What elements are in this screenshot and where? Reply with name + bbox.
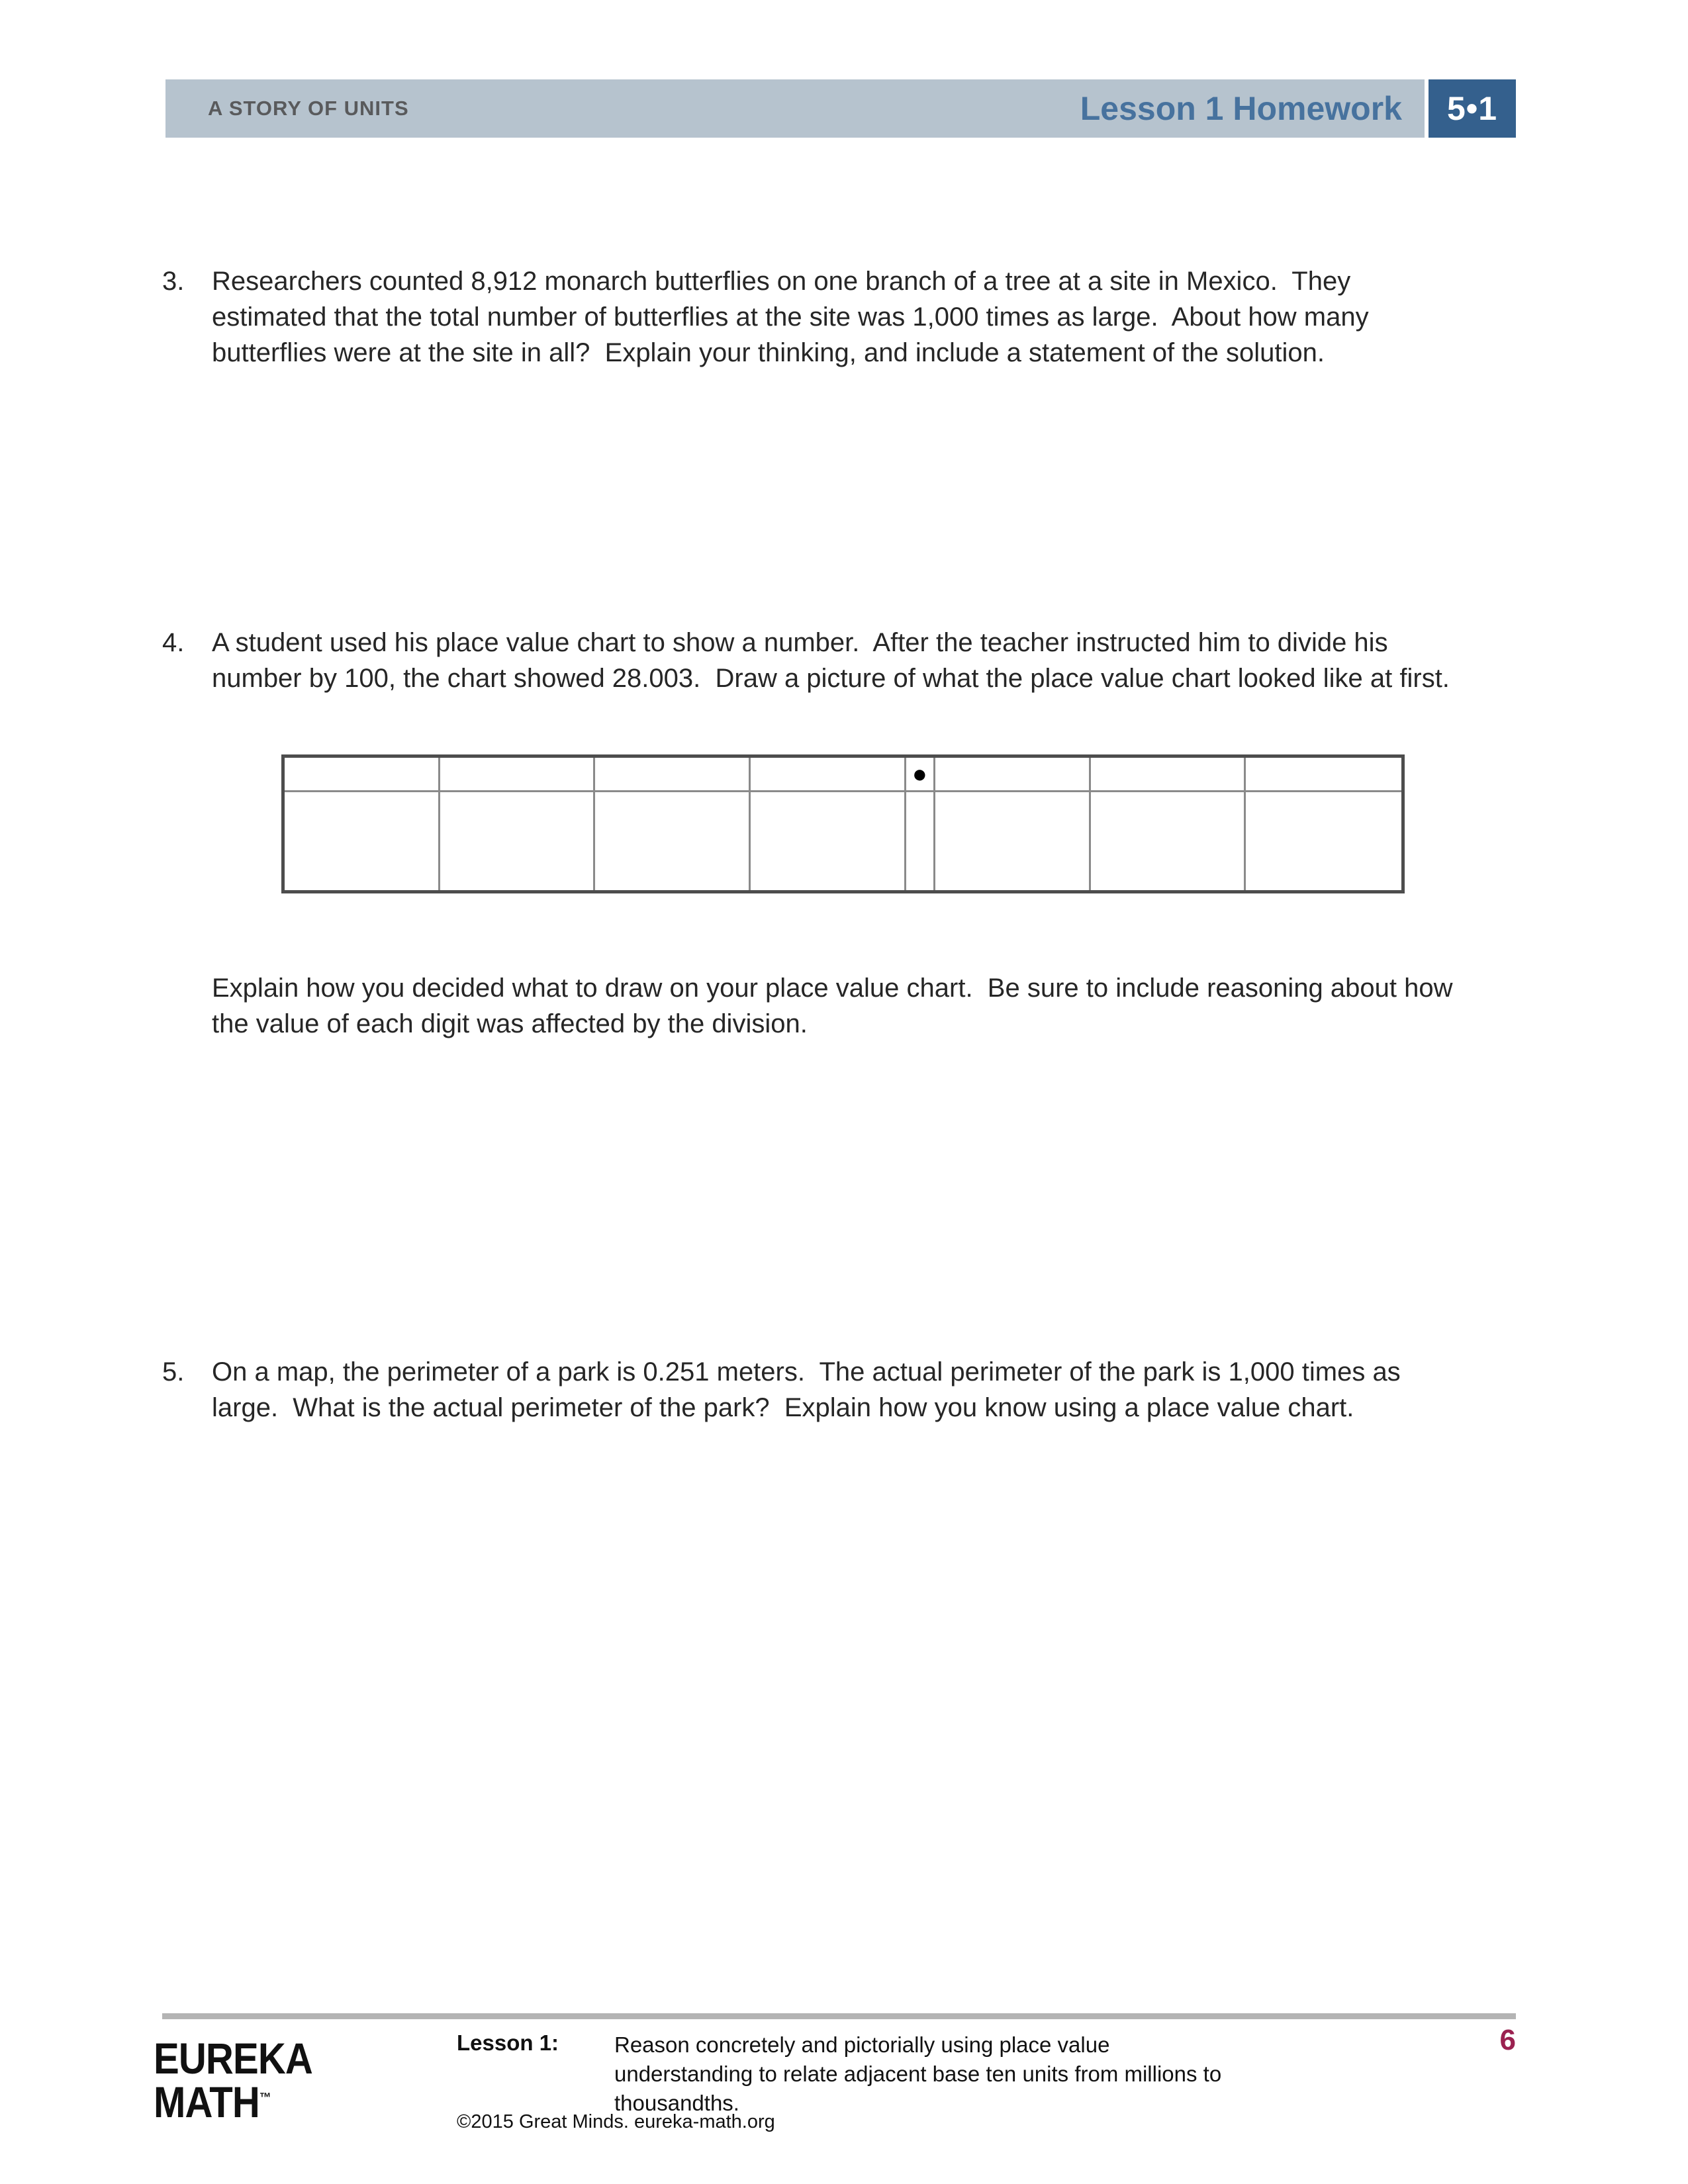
- place-value-cell: [1246, 758, 1401, 792]
- place-value-cell: [595, 758, 751, 792]
- header-series-label: A STORY OF UNITS: [208, 97, 409, 120]
- place-value-cell: [1091, 792, 1246, 890]
- place-value-cell: [440, 792, 596, 890]
- trademark-symbol: ™: [259, 2091, 271, 2105]
- question-3-text: Researchers counted 8,912 monarch butterflies on one branch of a tree at a site in Mexico. They estimated that the total number of butterflies at the site was 1,000 times as large. About how many butterflies were at the site in all? Explain your thinking, and include a statement of the solution.: [212, 267, 1376, 367]
- page-number: 6: [1499, 2024, 1516, 2056]
- place-value-cell: [935, 792, 1091, 890]
- decimal-point: ●: [912, 760, 927, 788]
- place-value-cell: [1091, 758, 1246, 792]
- place-value-cell: [285, 758, 440, 792]
- logo-line-math: MATH™: [154, 2077, 271, 2126]
- question-4-number: 4.: [162, 628, 185, 657]
- decimal-column-cell: [906, 792, 935, 890]
- question-4-text: A student used his place value chart to show a number. After the teacher instructed him to divide his number by 100, the chart showed 28.003. Draw a picture of what the place value chart looked like at first.: [212, 628, 1450, 693]
- place-value-cell: [751, 792, 906, 890]
- question-5-text: On a map, the perimeter of a park is 0.251 meters. The actual perimeter of the park is 1,000 times as large. What is the actual perimeter of the park? Explain how you know using a place value chart.: [212, 1357, 1408, 1422]
- eureka-math-logo: [154, 2034, 312, 2126]
- question-3: [162, 263, 1470, 371]
- place-value-cell: [1246, 792, 1401, 890]
- footer-lesson-description: Reason concretely and pictorially using place value understanding to relate adjacent base ten units from millions to thousandths.: [614, 2032, 1228, 2115]
- footer-copyright: ©2015 Great Minds. eureka-math.org: [457, 2111, 775, 2132]
- place-value-cell: [751, 758, 906, 792]
- question-5: [162, 1354, 1470, 1426]
- module-lesson-badge: 5•1: [1429, 79, 1516, 138]
- question-4-followup: Explain how you decided what to draw on your place value chart. Be sure to include reasoning about how the value of each digit was affected by the division.: [212, 974, 1460, 1038]
- place-value-cell: [440, 758, 596, 792]
- decimal-column-cell: [906, 758, 935, 792]
- footer-divider: [162, 2013, 1516, 2019]
- question-4: [162, 625, 1470, 696]
- footer-lesson-label: Lesson 1:: [457, 2030, 559, 2055]
- place-value-chart: [281, 754, 1405, 893]
- place-value-cell: [935, 758, 1091, 792]
- question-5-number: 5.: [162, 1357, 185, 1387]
- header-band: [165, 79, 1425, 138]
- header-lesson-title: Lesson 1 Homework: [1080, 90, 1402, 127]
- logo-line-eureka: EUREKA: [154, 2034, 312, 2083]
- question-3-number: 3.: [162, 267, 185, 296]
- place-value-cell: [595, 792, 751, 890]
- place-value-cell: [285, 792, 440, 890]
